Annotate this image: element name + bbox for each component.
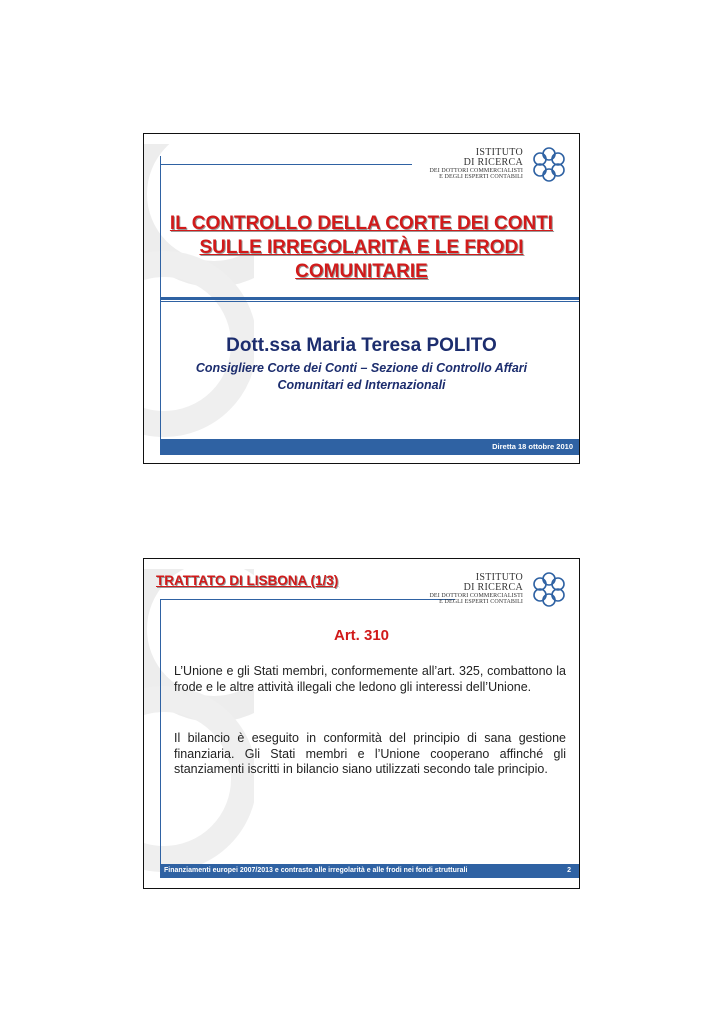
- institute-logo: [430, 569, 570, 609]
- author-role: [156, 360, 567, 394]
- institute-logo-icon: [529, 144, 569, 184]
- author-role-line-1: Consigliere Corte dei Conti – Sezione di Controllo Affari: [195, 361, 528, 375]
- author-role-line-2: Comunitari ed Internazionali: [277, 378, 446, 392]
- institute-logo: [430, 144, 570, 184]
- slide-title: IL CONTROLLO DELLA CORTE DEI CONTI SULLE IRREGOLARITÀ E LE FRODI COMUNITARIE: [169, 213, 554, 282]
- slide-1: [143, 133, 580, 464]
- slide-footer: Diretta 18 ottobre 2010: [160, 439, 579, 455]
- page-number: 2: [567, 867, 571, 874]
- author-name: Dott.ssa Maria Teresa POLITO: [226, 335, 497, 356]
- title-divider-thin: [160, 301, 579, 302]
- title-divider: [160, 297, 579, 300]
- logo-line-1: ISTITUTO: [475, 147, 523, 158]
- institute-logo-icon: [529, 569, 569, 609]
- logo-line-4: E DEGLI ESPERTI CONTABILI: [439, 174, 523, 180]
- logo-line-1: ISTITUTO: [475, 572, 523, 583]
- logo-line-2: DI RICERCA: [463, 582, 523, 593]
- header-rule: [160, 599, 455, 600]
- article-title: Art. 310: [333, 627, 390, 644]
- header-rule: [160, 164, 412, 165]
- footer-text: Finanziamenti europei 2007/2013 e contrasto alle irregolarità e alle frodi nei fondi strutturali: [164, 867, 468, 874]
- logo-line-4: E DEGLI ESPERTI CONTABILI: [439, 599, 523, 605]
- slide-2: [143, 558, 580, 889]
- article-paragraph-2: Il bilancio è eseguito in conformità del principio di sana gestione finanziaria. Gli Stati membri e l’Unione cooperano affinché gli stanziamenti iscritti in bilancio siano utilizzati secondo tale principio.: [174, 731, 566, 776]
- slide-header: TRATTATO DI LISBONA (1/3): [156, 573, 339, 588]
- logo-line-2: DI RICERCA: [463, 157, 523, 168]
- logo-line-3: DEI DOTTORI COMMERCIALISTI: [429, 168, 523, 174]
- article-paragraph-1: L’Unione e gli Stati membri, conformemente all’art. 325, combattono la frode e le altre attività illegali che ledono gli interessi dell’Unione.: [174, 664, 566, 694]
- logo-line-3: DEI DOTTORI COMMERCIALISTI: [429, 593, 523, 599]
- slide-footer: [160, 864, 579, 878]
